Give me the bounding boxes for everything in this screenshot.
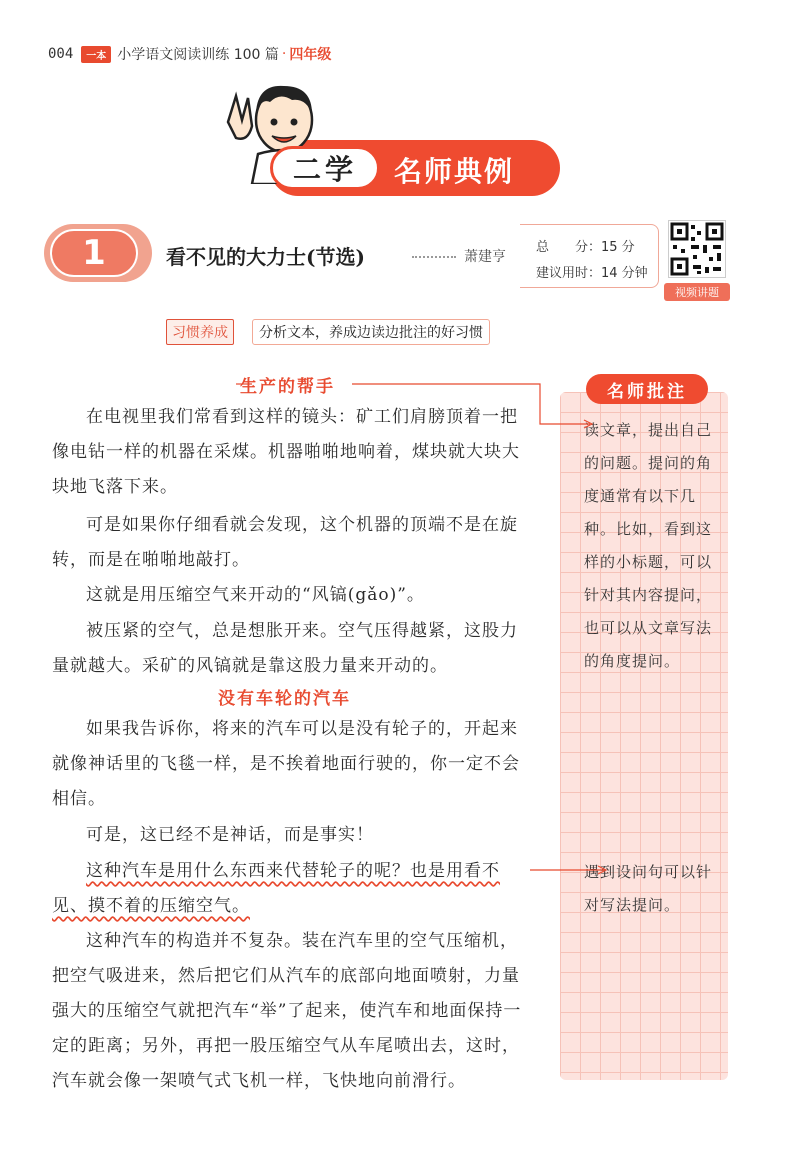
article-number-badge (44, 224, 152, 282)
page-number: 004 (48, 46, 74, 62)
banner-label-left: 二学 (270, 146, 380, 190)
habit-description: 分析文本，养成边读边批注的好习惯 (252, 319, 490, 345)
paragraph-3: 这就是用压缩空气来开动的“风镐(gǎo)”。 (86, 585, 425, 605)
paragraph-4: 被压紧的空气，总是想胀开来。空气压得越紧，这股力量就越大。采矿的风镐就是靠这股力量来开动的。 (52, 621, 518, 676)
annotation-note-1: 读文章，提出自己的问题。提问的角度通常有以下几种。比如，看到这样的小标题，可以针对其内容提问，也可以从文章写法的角度提问。 (584, 421, 713, 670)
title-dotted-leader (412, 256, 456, 258)
paragraph-5: 如果我告诉你，将来的汽车可以是没有轮子的，开起来就像神话里的飞毯一样，是不挨着地面行驶的，你一定不会相信。 (52, 719, 520, 809)
paragraph-1: 在电视里我们常看到这样的镜头：矿工们肩膀顶着一把像电钻一样的机器在采煤。机器啪啪地响着，煤块就大块大块地飞落下来。 (52, 407, 520, 497)
wavy-underlined-question: 这种汽车是用什么东西来代替轮子的呢？也是用看不见、摸不着的压缩空气。 (52, 861, 500, 916)
video-explanation-label[interactable]: 视频讲题 (664, 283, 730, 301)
brand-logo: 一本 (81, 46, 111, 63)
total-score: 总 分：15 分 (536, 240, 635, 255)
subheading-production: 生产的帮手 (240, 377, 335, 397)
page-header (48, 44, 331, 64)
annotation-note-2: 遇到设问句可以针对写法提问。 (584, 863, 713, 914)
suggested-time: 建议用时：14 分钟 (536, 266, 648, 281)
paragraph-2: 可是如果你仔细看就会发现，这个机器的顶端不是在旋转，而是在啪啪地敲打。 (52, 515, 518, 570)
grade-label: 四年级 (289, 47, 332, 63)
annotation-title: 名师批注 (586, 374, 708, 404)
article-author: 萧建亨 (464, 249, 506, 265)
title-separator: · (281, 46, 287, 62)
banner-label-right: 名师典例 (394, 155, 515, 188)
paragraph-8: 这种汽车的构造并不复杂。装在汽车里的空气压缩机，把空气吸进来，然后把它们从汽车的底部向地面喷射，力量强大的压缩空气就把汽车“举”了起来，使汽车和地面保持一定的距离；另外，再把一股压缩空气从车尾喷出去，这时，汽车就会像一架喷气式飞机一样，飞快地向前滑行。 (52, 931, 522, 1091)
subheading-wheelless-car: 没有车轮的汽车 (218, 689, 351, 709)
qr-code-icon[interactable] (668, 220, 726, 278)
book-title: 小学语文阅读训练 100 篇 (117, 47, 279, 63)
habit-tag: 习惯养成 (166, 319, 234, 345)
article-title: 看不见的大力士(节选) (166, 245, 365, 269)
article-number: 1 (50, 229, 138, 277)
paragraph-6: 可是，这已经不是神话，而是事实！ (86, 825, 374, 845)
paragraph-7-underlined (52, 854, 530, 924)
